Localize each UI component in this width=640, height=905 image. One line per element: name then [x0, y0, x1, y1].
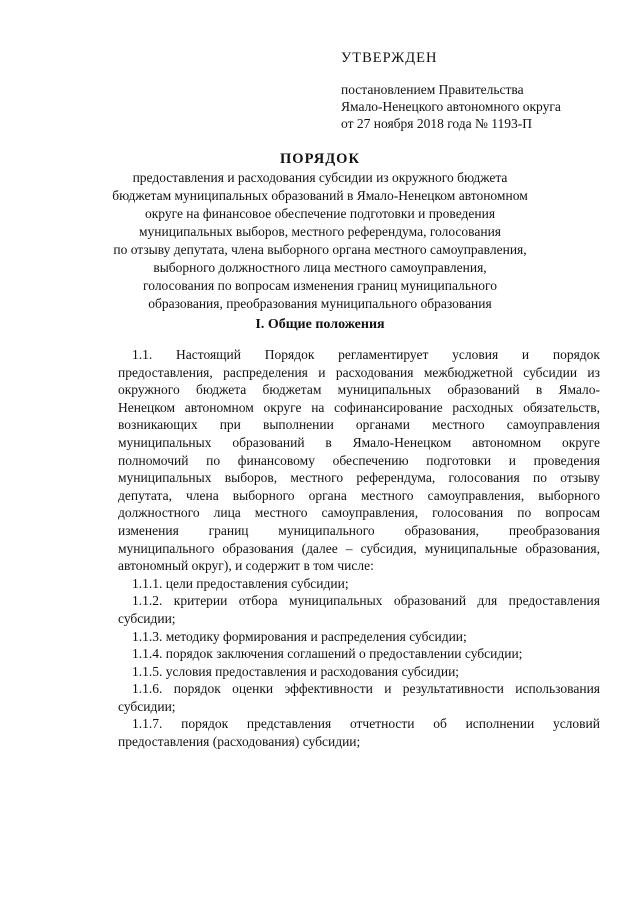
paragraph-1-1-4: [118, 645, 600, 663]
text-line: 1.1.5. условия предоставления и расходования субсидии;: [132, 663, 460, 679]
text-line: 1.1.2. критерии отбора муниципальных образований для предоставления: [132, 593, 600, 609]
section-heading: I. Общие положения: [255, 317, 385, 332]
text-line: муниципальных образований в Ямало-Ненецком автономном округе: [118, 434, 600, 450]
document-subtitle-line: бюджетам муниципальных образований в Ямало-Ненецком автономном: [112, 188, 528, 203]
text-line: Ненецком автономном округе на софинансирование расходных обязательств,: [118, 399, 600, 415]
text-line: 1.1.6. порядок оценки эффективности и результативности использования: [132, 681, 600, 697]
text-line: субсидии;: [118, 610, 176, 626]
text-line: изменения границ муниципального образования, преобразования: [118, 522, 600, 538]
approval-stamp: [341, 50, 611, 132]
document-subtitle-line: по отзыву депутата, члена выборного органа местного самоуправления,: [113, 242, 527, 257]
document-subtitle-line: выборного должностного лица местного самоуправления,: [153, 260, 487, 275]
paragraph-1-1-7: [118, 715, 600, 750]
approval-line: от 27 ноября 2018 года № 1193-П: [341, 116, 533, 131]
text-line: 1.1.4. порядок заключения соглашений о предоставлении субсидии;: [132, 646, 523, 662]
section-body: [118, 346, 600, 751]
text-line: муниципального образования (далее – субсидия, муниципальные образования,: [118, 540, 600, 556]
document-subtitle-line: образования, преобразования муниципального образования: [148, 296, 492, 311]
approval-title: УТВЕРЖДЕН: [341, 50, 438, 66]
text-line: окружного бюджета бюджетам муниципальных образований в Ямало-: [118, 382, 600, 398]
text-line: предоставления, распределения и расходования межбюджетной субсидии из: [118, 364, 600, 380]
paragraph-1-1: [118, 346, 600, 575]
text-line: должностного лица местного самоуправления, голосования по вопросам: [118, 505, 600, 521]
text-line: 1.1.3. методику формирования и распределения субсидии;: [132, 628, 467, 644]
approval-line: Ямало-Ненецкого автономного округа: [341, 99, 561, 114]
text-line: депутата, члена выборного органа местного самоуправления, выборного: [118, 487, 600, 503]
text-line: предоставления (расходования) субсидии;: [118, 734, 361, 750]
document-heading: [60, 150, 580, 313]
document-title: ПОРЯДОК: [280, 151, 360, 167]
approval-line: постановлением Правительства: [341, 82, 524, 97]
document-subtitle-line: муниципальных выборов, местного референдума, голосования: [138, 224, 502, 239]
text-line: автономный округ), и содержит в том числе:: [118, 558, 374, 574]
paragraph-1-1-1: [118, 575, 600, 593]
text-line: 1.1. Настоящий Порядок регламентирует условия и порядок: [132, 347, 600, 362]
text-line: 1.1.7. порядок представления отчетности об исполнении условий: [132, 716, 600, 732]
text-line: муниципальных выборов, местного референдума, голосования по отзыву: [118, 470, 600, 486]
paragraph-1-1-3: [118, 628, 600, 646]
text-line: 1.1.1. цели предоставления субсидии;: [132, 575, 349, 591]
document-subtitle-line: предоставления и расходования субсидии из окружного бюджета: [132, 170, 508, 185]
text-line: полномочий по финансовому обеспечению подготовки и проведения: [118, 452, 600, 468]
text-line: возникающих при выполнении органами местного самоуправления: [118, 417, 600, 433]
paragraph-1-1-5: [118, 663, 600, 681]
paragraph-1-1-6: [118, 680, 600, 715]
document-subtitle-line: округе на финансовое обеспечение подготовки и проведения: [144, 206, 496, 221]
text-line: субсидии;: [118, 698, 176, 714]
paragraph-1-1-2: [118, 592, 600, 627]
document-subtitle-line: голосования по вопросам изменения границ муниципального: [143, 278, 497, 293]
